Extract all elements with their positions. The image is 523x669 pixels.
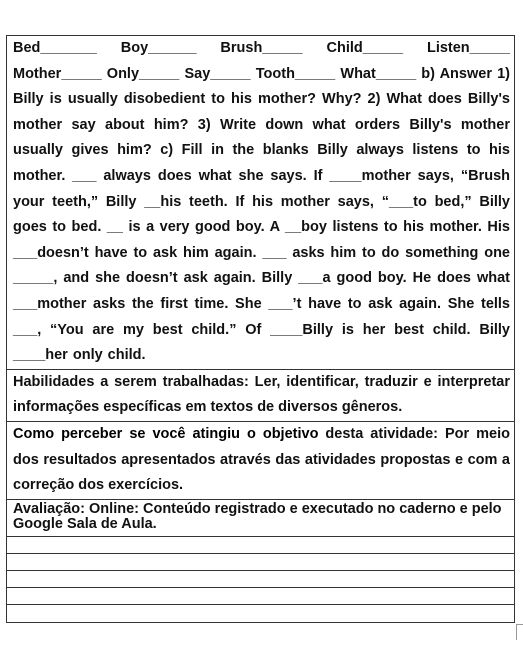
exercise-cell [7, 36, 514, 370]
blank-row [7, 537, 514, 554]
objective-cell [7, 422, 514, 500]
page-corner-mark [516, 624, 523, 640]
exercise-text: Bed_______ Boy______ Brush_____ Child_____ Listen_____ Mother_____ Only_____ Say_____ Tooth_____ What_____ b) Answer 1) Billy is usually disobedient to his mother? Why? 2) What does Billy's mother say about him? 3) Write down what orders Billy's mother usually gives him? c) Fill in the blanks Billy always listens to his mother. ___ always does what she says. If ____mother says, “Brush your teeth,” Billy __his teeth. If his mother says, “___to bed,” Billy goes to bed. __ is a very good boy. A __boy listens to his mother. His ___doesn’t have to ask him again. ___ asks him to do something one _____, and she doesn’t ask again. Billy ___a good boy. He does what ___mother asks the first time. She ___’t have to ask again. She tells ___, “You are my best child.” Of ____Billy is her best child. Billy ____her only child. [13, 40, 510, 364]
evaluation-text: Avaliação: Online: Conteúdo registrado e executado no caderno e pelo Google Sala de Aula. [13, 500, 502, 532]
blank-row [7, 571, 514, 588]
worksheet-table [6, 35, 515, 623]
objective-text: desta atividade: Por meio dos resultados apresentados através das atividades propostas e com a correção dos exercícios. [13, 425, 510, 494]
blank-row [7, 605, 514, 622]
blank-row [7, 588, 514, 605]
evaluation-cell [7, 500, 514, 537]
blank-row [7, 554, 514, 571]
skills-text: Habilidades a serem trabalhadas: Ler, identificar, traduzir e interpretar informações específicas em textos de diversos gêneros. [13, 373, 510, 416]
objective-lead: Como perceber se você atingiu o objetivo [13, 425, 319, 442]
skills-cell [7, 370, 514, 422]
